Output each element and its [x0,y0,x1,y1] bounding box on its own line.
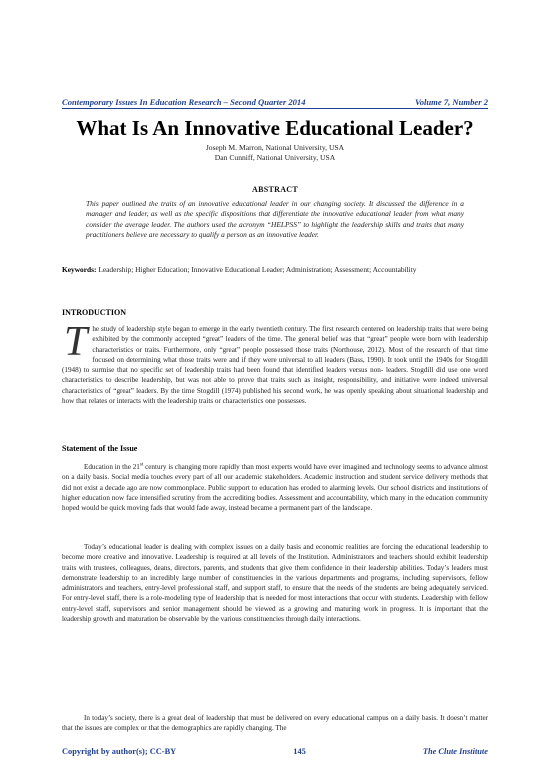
volume-number: Volume 7, Number 2 [414,97,488,107]
introduction-heading: INTRODUCTION [62,308,127,317]
drop-cap: T [64,319,88,365]
page-number: 145 [293,747,306,756]
author-2: Dan Cunniff, National University, USA [214,153,336,162]
copyright-notice: Copyright by author(s); CC-BY [62,747,177,756]
statement-paragraph-2: Today’s educational leader is dealing with complex issues on a daily basis and economic realities are forcing the educational leadership to become more creative and innovative. Leadership is required at all levels of the Institution. Administrators and teachers should exhibit leadership traits with trustees, colleagues, deans, directors, parents, and students that give them confidence in their leadership abilities. Today’s leaders must demonstrate leadership to an incredibly large number of constituencies in the various departments and programs, including supervisors, fellow administrators and teachers, entry-level professional staff, and support staff, to ensure that the needs of the students are being adequately serviced. For entry-level staff, there is a role-modeling type of leadership that is needed for most interactions that occur with students. Leadership with fellow entry-level staff, supervisors and senior management should be viewed as a growing and maturing work in progress. It is important that the leadership growth and maturation be observable by the various constituencies through daily interactions. [62,543,488,623]
introduction-body: he study of leadership style began to emerge in the early twentieth century. The first research centered on leadership traits that were being exhibited by the commonly accepted “great” leaders of the time. The general belief was that “great” people were born with leadership characteristics or traits. Furthermore, only “great” people possessed those traits (Northouse, 2012). Most of the research of that time focused on determining what those traits were and if they were universal to all leaders (Bass, 1990). It took until the 1940s for Stogdill (1948) to surmise that no specific set of leadership traits had been found that identified leaders versus non- leaders. Stogdill did use one word characteristics to describe leadership, but was not able to prove that traits such as insight, responsibility, and initiative were indeed universal characteristics of “great” leaders. By the time Stogdill (1974) published his second work, he was openly speaking about situational leadership and how that relates or interacts with the leadership traits or characteristics one possesses. [62,325,488,405]
ordinal-suffix: st [139,462,144,468]
statement-paragraph-1 [62,462,488,513]
keywords-text: Leadership; Higher Education; Innovative Educational Leader; Administration; Assessment; Accountability [98,265,417,274]
journal-name: Contemporary Issues In Education Research – Second Quarter 2014 [62,97,306,107]
statement-heading: Statement of the Issue [62,444,138,453]
paragraph-1-rest: century is changing more rapidly than most experts would have ever imagined and technology seems to advance almost on a daily basis. Social media touches every part of all our academic stakeholders. Academic instruction and student service delivery methods that did not exist a decade ago are now commonplace. Public support to education has eroded to alarming levels. Our school districts and institutions of higher education now face intensified scrutiny from the accrediting bodies. Assessment and accountability, which many in the education community hoped would be quick moving fads that would fade away, instead became a permanent part of the landscape. [62,463,489,512]
running-header [62,97,488,109]
page-footer [62,747,488,756]
paragraph-1-start: Education in the 21 [84,463,140,471]
introduction-text [62,319,488,406]
keywords [62,265,488,275]
paper-title: What Is An Innovative Educational Leader? [76,116,474,140]
abstract-heading: ABSTRACT [252,185,298,194]
author-1: Joseph M. Marron, National University, USA [205,143,345,152]
keywords-label: Keywords: [62,265,97,274]
publisher-name: The Clute Institute [422,747,488,756]
abstract-text: This paper outlined the traits of an innovative educational leader in our changing society. It discussed the difference in a manager and leader, as well as the specific dispositions that differentiate the innovative educational leader from what many consider the average leader. The authors used the acronym “HELPSS” to highlight the leadership skills and traits that many practitioners believe are necessary to qualify a person as an innovative leader. [86,199,464,240]
statement-paragraph-3: In today’s society, there is a great deal of leadership that must be delivered on every educational campus on a daily basis. It doesn’t matter that the issues are complex or that the demographics are rapidly changing. The [62,714,488,733]
